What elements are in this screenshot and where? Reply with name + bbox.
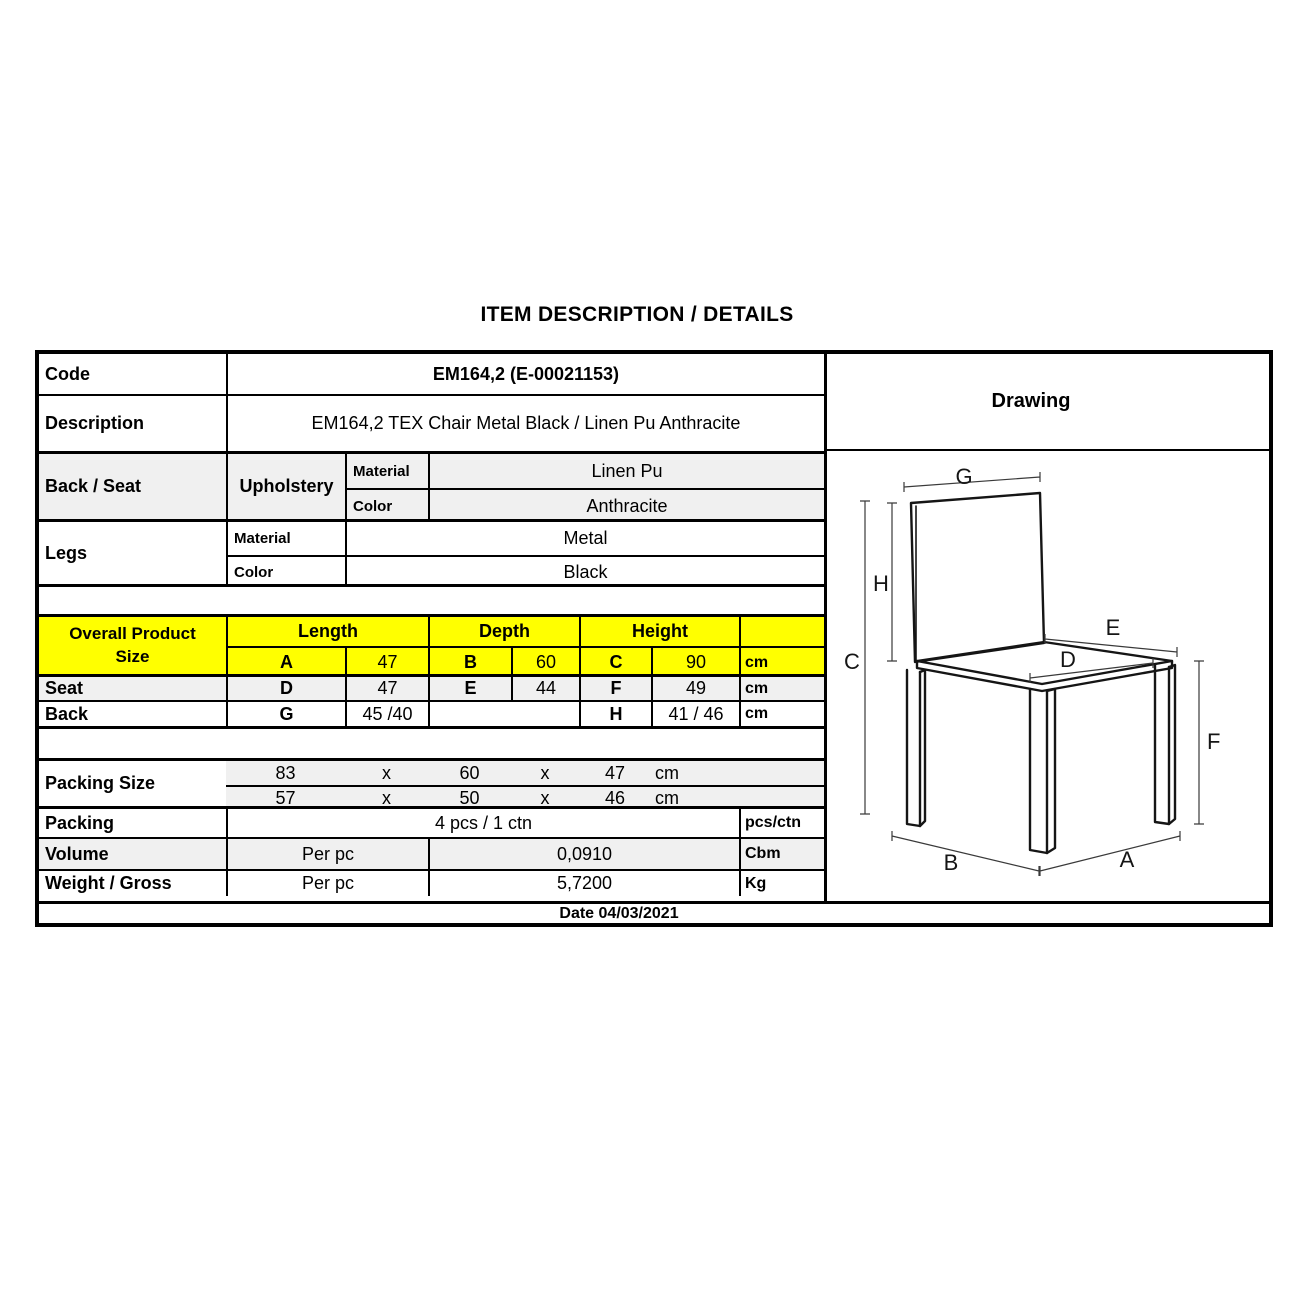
packing-label: Packing	[45, 812, 115, 833]
packing-size-row-1	[226, 761, 824, 785]
upholstery-cell: Upholstery	[226, 454, 345, 519]
dim-label-h: H	[873, 571, 889, 596]
dim-label-g: G	[955, 464, 973, 489]
volume-basis: Per pc	[226, 839, 428, 869]
dim-a-key: A	[226, 648, 345, 677]
dim-h-value: 41 / 46	[651, 702, 739, 726]
dim-label-f: F	[1207, 729, 1221, 754]
ps2-height: 46	[604, 787, 626, 808]
size-grid	[226, 617, 824, 674]
seat-row	[39, 674, 824, 700]
chair-backrest	[911, 493, 1044, 662]
dim-line-f	[1194, 661, 1204, 824]
table-body	[39, 354, 1269, 901]
length-header: Length	[226, 617, 428, 646]
dim-b-value: 60	[511, 648, 579, 677]
dim-d-value: 47	[345, 677, 428, 700]
ps1-height: 47	[604, 762, 626, 783]
weight-row	[39, 869, 824, 896]
overall-values-row	[226, 646, 824, 677]
volume-row	[39, 837, 824, 869]
size-header-unit-blank	[739, 617, 824, 646]
description-value: EM164,2 TEX Chair Metal Black / Linen Pu Anthracite	[226, 396, 824, 451]
legs-material-value: Metal	[345, 522, 824, 555]
drawing-title: Drawing	[827, 354, 1269, 451]
dim-e-value: 44	[511, 677, 579, 700]
spacer-row	[39, 726, 824, 758]
overall-size-label-line1: Overall Product	[69, 623, 196, 643]
back-unit: cm	[739, 702, 824, 726]
height-header: Height	[579, 617, 739, 646]
drawing-panel	[824, 354, 1269, 901]
upholstery-color-label: Color	[345, 490, 428, 522]
ps1-length: 83	[275, 762, 296, 783]
chair-drawing-svg	[827, 451, 1272, 896]
dim-line-a	[1040, 831, 1180, 876]
overall-size-block	[39, 614, 824, 674]
upholstery-material-value: Linen Pu	[428, 454, 824, 488]
description-row	[39, 394, 824, 451]
item-details-table	[35, 350, 1273, 927]
ps2-x1: x	[382, 787, 391, 808]
upholstery-color-row	[345, 488, 824, 522]
weight-basis: Per pc	[226, 871, 428, 896]
ps2-length: 57	[275, 787, 296, 808]
date-row	[39, 901, 1269, 923]
dim-f-key: F	[579, 677, 651, 700]
ps1-x2: x	[540, 762, 550, 783]
ps1-depth: 60	[459, 762, 480, 783]
dim-label-c: C	[844, 649, 860, 674]
volume-label: Volume	[45, 843, 109, 864]
date-value: Date 04/03/2021	[559, 904, 679, 922]
code-value: EM164,2 (E-00021153)	[226, 354, 824, 394]
spacer-row	[39, 584, 824, 614]
back-seat-row	[39, 451, 824, 519]
volume-value: 0,0910	[428, 839, 739, 869]
page-title: ITEM DESCRIPTION / DETAILS	[480, 303, 794, 326]
legs-material-row	[226, 522, 824, 555]
ps1-x1: x	[382, 762, 391, 783]
legs-row	[39, 519, 824, 584]
chair-leg-front	[1030, 689, 1047, 853]
seat-unit: cm	[739, 677, 824, 700]
dim-label-d: D	[1060, 647, 1076, 672]
legs-color-row	[226, 555, 824, 587]
chair-outline	[907, 493, 1175, 853]
back-row	[39, 700, 824, 726]
dim-label-a: A	[1119, 847, 1135, 872]
packing-size-label: Packing Size	[45, 773, 156, 793]
weight-value: 5,7200	[428, 871, 739, 896]
dim-d-key: D	[226, 677, 345, 700]
chair-leg-left	[907, 670, 920, 826]
code-row	[39, 354, 824, 394]
legs-material-label: Material	[226, 522, 345, 555]
ps2-unit: cm	[655, 787, 679, 808]
ps1-unit: cm	[655, 762, 679, 783]
dim-label-b: B	[943, 850, 959, 875]
dim-line-d	[1030, 658, 1153, 683]
depth-header: Depth	[428, 617, 579, 646]
dim-line-c	[860, 501, 870, 814]
dim-label-e: E	[1105, 615, 1121, 640]
dim-g-key: G	[226, 702, 345, 726]
back-seat-label: Back / Seat	[45, 476, 142, 496]
upholstery-color-value: Anthracite	[428, 490, 824, 522]
volume-unit: Cbm	[739, 839, 824, 869]
code-label: Code	[45, 363, 90, 384]
dim-c-key: C	[579, 648, 651, 677]
seat-label: Seat	[45, 678, 84, 698]
dim-b-key: B	[428, 648, 511, 677]
dim-g-value: 45 /40	[345, 702, 428, 726]
overall-size-label	[39, 617, 226, 674]
dim-a-value: 47	[345, 648, 428, 677]
ps2-x2: x	[540, 787, 550, 808]
dim-h-key: H	[579, 702, 651, 726]
dim-c-value: 90	[651, 648, 739, 677]
dim-line-b	[892, 831, 1039, 876]
description-label: Description	[45, 413, 145, 433]
legs-color-label: Color	[226, 557, 345, 587]
upholstery-material-label: Material	[345, 454, 428, 488]
ps2-depth: 50	[459, 787, 480, 808]
legs-color-value: Black	[345, 557, 824, 587]
overall-size-label-line2: Size	[115, 646, 150, 666]
dim-f-value: 49	[651, 677, 739, 700]
packing-row	[39, 806, 824, 837]
legs-detail	[226, 522, 824, 584]
packing-size-block	[39, 758, 824, 806]
back-label: Back	[45, 703, 89, 724]
packing-unit: pcs/ctn	[739, 809, 824, 837]
overall-unit: cm	[739, 648, 824, 677]
dim-e-key: E	[428, 677, 511, 700]
size-header-row	[226, 617, 824, 646]
upholstery-detail	[345, 454, 824, 519]
packing-value: 4 pcs / 1 ctn	[226, 809, 739, 837]
weight-label: Weight / Gross	[45, 873, 172, 893]
chair-leg-right	[1155, 665, 1169, 824]
spec-columns	[39, 354, 824, 901]
upholstery-material-row	[345, 454, 824, 488]
packing-size-rows	[226, 761, 824, 806]
legs-label: Legs	[45, 542, 88, 563]
weight-unit: Kg	[739, 871, 824, 896]
back-depth-blank	[428, 702, 579, 726]
chair-drawing	[827, 451, 1269, 901]
